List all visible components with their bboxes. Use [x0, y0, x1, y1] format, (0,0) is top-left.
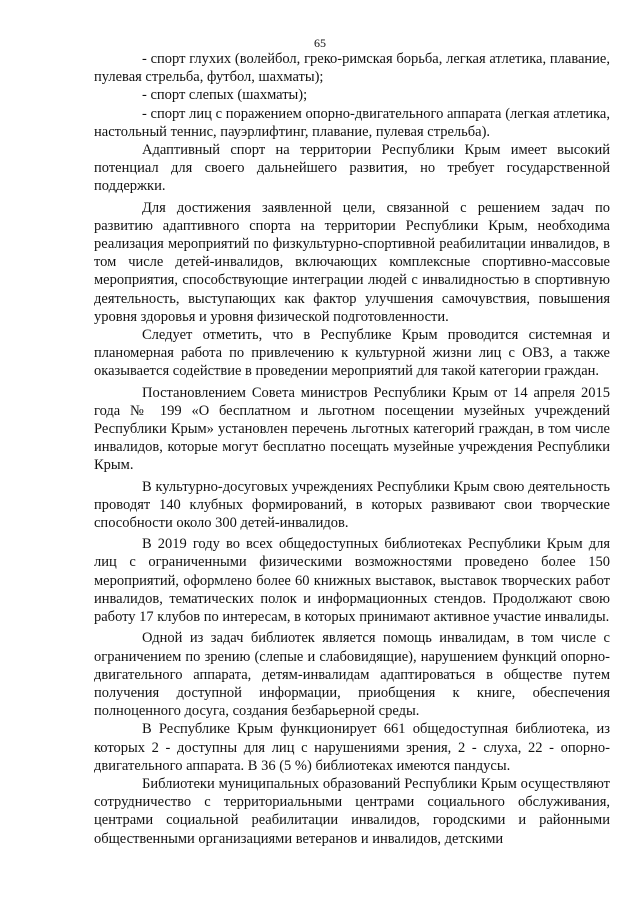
paragraph-goal: Для достижения заявленной цели, связанной с решением задач по развитию адаптивного спорта на территории Республики Крым, необходима реализация мероприятий по физкультурно-спортивной реабилитации инвалидов, в том числе детей-инвалидов, включающих комплексные спортивно-массовые мероприятия, способствующие интеграции людей с инвалидностью в спортивную деятельность, выступающих как фактор улучшения самочувствия, повышения уровня здоровья и уровня физической подготовленности.: [94, 199, 610, 325]
paragraph-library-cooperation: Библиотеки муниципальных образований Республики Крым осуществляют сотрудничество с территориальными центрами социального обслуживания, центрами социальной реабилитации инвалидов, городскими и районными общественными организациями ветеранов и инвалидов, детскими: [94, 775, 610, 847]
paragraph-sport-musculoskeletal: - спорт лиц с поражением опорно-двигательного аппарата (легкая атлетика, настольный теннис, пауэрлифтинг, плавание, пулевая стрельба).: [94, 105, 610, 140]
document-body: [94, 50, 610, 848]
paragraph-sport-deaf: - спорт глухих (волейбол, греко-римская борьба, легкая атлетика, плавание, пулевая стрельба, футбол, шахматы);: [94, 51, 610, 86]
paragraph-cultural-institutions: В культурно-досуговых учреждениях Республики Крым свою деятельность проводят 140 клубных формирований, в которых развивают свои творческие способности около 300 детей-инвалидов.: [94, 478, 610, 532]
page-number: 65: [314, 36, 326, 50]
paragraph-cultural-life: Следует отметить, что в Республике Крым проводится системная и планомерная работа по привлечению к культурной жизни лиц с ОВЗ, а также оказывается содействие в проведении мероприятий для такой категории граждан.: [94, 327, 610, 380]
paragraph-sport-blind: - спорт слепых (шахматы);: [142, 87, 308, 104]
paragraph-library-count: В Республике Крым функционирует 661 общедоступная библиотека, из которых 2 - доступны для лиц с нарушениями зрения, 2 - слуха, 22 - опорно-двигательного аппарата. В 36 (5 %) библиотеках имеются пандусы.: [94, 721, 610, 774]
paragraph-adaptive-sport-potential: Адаптивный спорт на территории Республики Крым имеет высокий потенциал для своего дальнейшего развития, но требует государственной поддержки.: [94, 142, 610, 195]
paragraph-museum-resolution: Постановлением Совета министров Республики Крым от 14 апреля 2015 года № 199 «О бесплатном и льготном посещении музейных учреждений Республики Крым» установлен перечень льготных категорий граждан, в том числе инвалидов, которые могут бесплатно посещать музейные учреждения Республики Крым.: [94, 384, 610, 474]
paragraph-library-tasks: Одной из задач библиотек является помощь инвалидам, в том числе с ограничением по зрению (слепые и слабовидящие), нарушением функций опорно-двигательного аппарата, детям-инвалидам адаптироваться в обществе путем получения доступной информации, приобщения к книге, обеспечения полноценного досуга, создания безбарьерной среды.: [94, 630, 610, 720]
paragraph-libraries-2019: В 2019 году во всех общедоступных библиотеках Республики Крым для лиц с ограниченными физическими возможностями проведено более 150 мероприятий, оформлено более 60 книжных выставок, выставок творческих работ инвалидов, тематических полок и информационных стендов. Продолжают свою работу 17 клубов по интересам, в которых принимают активное участие инвалиды.: [94, 536, 610, 626]
